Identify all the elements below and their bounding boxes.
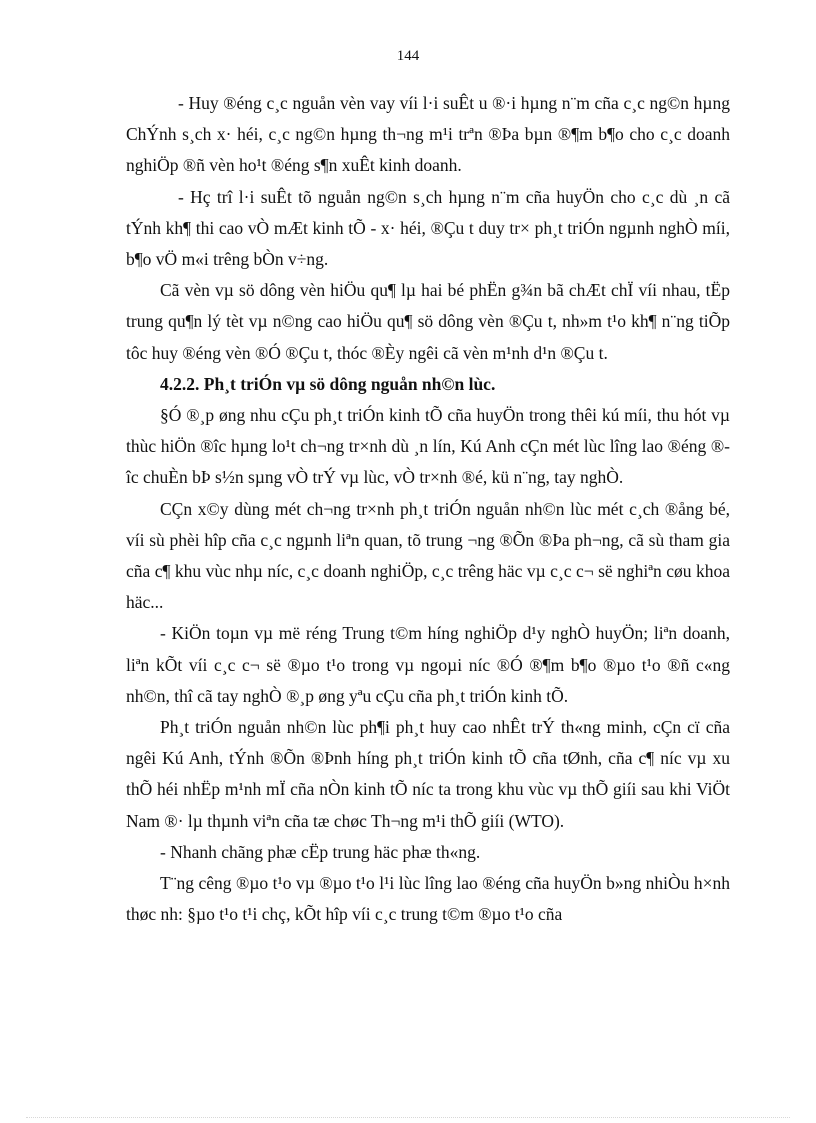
paragraph-interest-support: - Hç trî l·i suÊt tõ nguån ng©n s¸ch hµng n¨m cña huyÖn cho c¸c dù ¸n cã tÝnh kh¶ thi cao vÒ mÆt kinh tÕ - x· héi, ®Çu t duy tr× ph¸t triÓn ngµnh nghÒ míi, b¶o vÖ m«i trêng bÒn v÷ng. xyxy=(126,186,730,270)
paragraph-capital-efficiency: Cã vèn vµ sö dông vèn hiÖu qu¶ lµ hai bé phËn g¾n bã chÆt chÏ víi nhau, tËp trung qu¶n lý tèt vµ n©ng cao hiÖu qu¶ sö dông vèn ®Çu t, nh»m t¹o kh¶ n¨ng tiÕp tôc huy ®éng vèn ®Ó ®Çu t, thóc ®Èy ngêi cã vèn m¹nh d¹n ®Çu t. xyxy=(126,280,730,363)
page-number: 144 xyxy=(396,48,420,64)
paragraph-hr-program: CÇn x©y dùng mét ch¬ng tr×nh ph¸t triÓn nguån nh©n lùc mét c¸ch ®ång bé, víi sù phèi hîp cña c¸c ngµnh liªn quan, tõ trung ¬ng ®Õn ®Þa ph¬ng, cã sù tham gia cña c¶ khu vùc nhµ níc, c¸c doanh nghiÖp, c¸c trêng häc vµ c¸c c¬ së nghiªn cøu khoa häc... xyxy=(126,498,730,613)
page-bottom-divider xyxy=(26,1117,790,1118)
paragraph-training: T¨ng cêng ®µo t¹o vµ ®µo t¹o l¹i lùc lîng lao ®éng cña huyÖn b»ng nhiÒu h×nh thøc nh: §µo t¹o t¹i chç, kÕt hîp víi c¸c trung t©m ®µo t¹o cña xyxy=(126,873,730,925)
paragraph-hr-development: Ph¸t triÓn nguån nh©n lùc ph¶i ph¸t huy cao nhÊt trÝ th«ng minh, cÇn cï cña ngêi Kú Anh, tÝnh ®Õn ®Þnh híng ph¸t triÓn kinh tÕ cña tØnh, cña c¶ níc vµ xu thÕ héi nhËp m¹nh mÏ cña nÒn kinh tÕ níc ta trong khu vùc vµ thÕ giíi sau khi ViÖt Nam ®· lµ thµnh viªn cña tæ chøc Th¬ng m¹i thÕ giíi (WTO). xyxy=(126,717,730,831)
paragraph-high-school: - Nhanh chãng phæ cËp trung häc phæ th«ng. xyxy=(160,841,481,862)
paragraph-vocational-center: - KiÖn toµn vµ më réng Trung t©m híng nghiÖp d¹y nghÒ huyÖn; liªn doanh, liªn kÕt víi c¸c c¬ së ®µo t¹o trong vµ ngoµi níc ®Ó ®¶m b¶o ®µo t¹o ®ñ c«ng nh©n, thî cã tay nghÒ ®¸p øng yªu cÇu cña ph¸t triÓn kinh tÕ. xyxy=(126,623,730,706)
paragraph-mobilize-loans: - Huy ®éng c¸c nguån vèn vay víi l·i suÊt u ®·i hµng n¨m cña c¸c ng©n hµng ChÝnh s¸ch x· héi, c¸c ng©n hµng th¬ng m¹i trªn ®Þa bµn ®¶m b¶o cho c¸c doanh nghiÖp ®ñ vèn ho¹t ®éng s¶n xuÊt kinh doanh. xyxy=(126,93,730,176)
document-body xyxy=(126,88,730,930)
section-heading-4-2-2: 4.2.2. Ph¸t triÓn vµ sö dông nguån nh©n lùc. xyxy=(160,373,496,394)
paragraph-workforce-needs: §Ó ®¸p øng nhu cÇu ph¸t triÓn kinh tÕ cña huyÖn trong thêi kú míi, thu hót vµ thùc hiÖn ®îc hµng lo¹t ch¬ng tr×nh dù ¸n lín, Kú Anh cÇn mét lùc lîng lao ®éng ®îc chuÈn bÞ s½n sµng vÒ trÝ vµ lùc, vÒ tr×nh ®é, kü n¨ng, tay nghÒ. xyxy=(126,405,730,488)
